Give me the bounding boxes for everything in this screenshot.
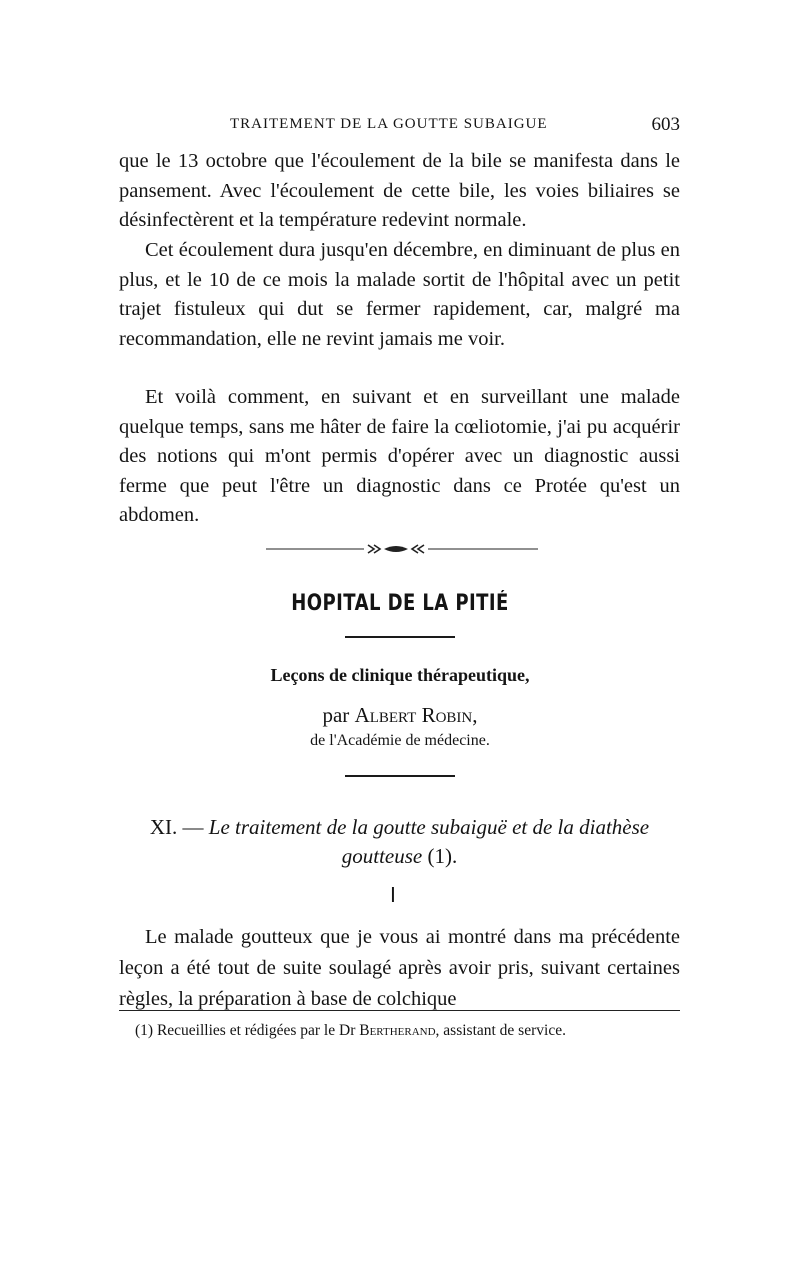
paragraph-4: Le malade goutteux que je vous ai montré dans ma précédente leçon a été tout de suite soulagé après avoir pris, suivant certaines règles, la préparation à base de colchique	[119, 926, 680, 1010]
subsection-numeral: I	[390, 883, 396, 907]
paragraph-2: Cet écoulement dura jusqu'en décembre, en diminuant de plus en plus, et le 10 de ce mois la malade sortit de l'hôpital avec un petit trajet fistuleux qui dut se fermer rapidement, car, malgré ma recommandation, elle ne revint jamais me voir.	[119, 239, 680, 350]
running-head	[118, 116, 680, 140]
author-affiliation: de l'Académie de médecine.	[310, 732, 490, 749]
footnote	[135, 1022, 680, 1040]
footnote-marker: (1)	[135, 1022, 157, 1039]
running-title: TRAITEMENT DE LA GOUTTE SUBAIGUE	[230, 116, 548, 132]
author-prefix: par	[322, 703, 355, 727]
paragraph-1: que le 13 octobre que l'écoulement de la bile se manifesta dans le pansement. Avec l'écoulement de cette bile, les voies biliaires se désinfectèrent et la température redevint normale.	[119, 150, 680, 231]
footnote-reference: (1).	[422, 844, 458, 868]
lecture-title: Le traitement de la goutte subaiguë et de la diathèse goutteuse	[208, 815, 650, 868]
author-name: Albert Robin,	[354, 703, 478, 727]
footnote-text-before: Recueillies et rédigées par le Dr	[156, 1022, 360, 1039]
footnote-rule	[119, 1010, 680, 1011]
footnote-text-after: assistant de service.	[439, 1022, 566, 1039]
title-rule-top	[345, 636, 455, 638]
lecture-number: XI. —	[149, 815, 209, 839]
lecture-heading	[119, 813, 680, 871]
page-number: 603	[651, 114, 680, 135]
author-line	[140, 703, 660, 728]
paragraph-3: Et voilà comment, en suivant et en surveillant une malade quelque temps, sans me hâter de faire la cœliotomie, j'ai pu acquérir des notions qui m'ont permis d'opérer avec un diagnostic aussi ferme que peut l'être un diagnostic dans ce Protée qu'est un abdomen.	[119, 386, 680, 526]
footnote-name: Bertherand,	[359, 1022, 440, 1039]
section-title: HOPITAL DE LA PITIÉ	[291, 591, 509, 616]
title-rule-bottom	[345, 775, 455, 777]
course-title: Leçons de clinique thérapeutique,	[270, 665, 530, 685]
section-divider-ornament	[266, 541, 538, 557]
